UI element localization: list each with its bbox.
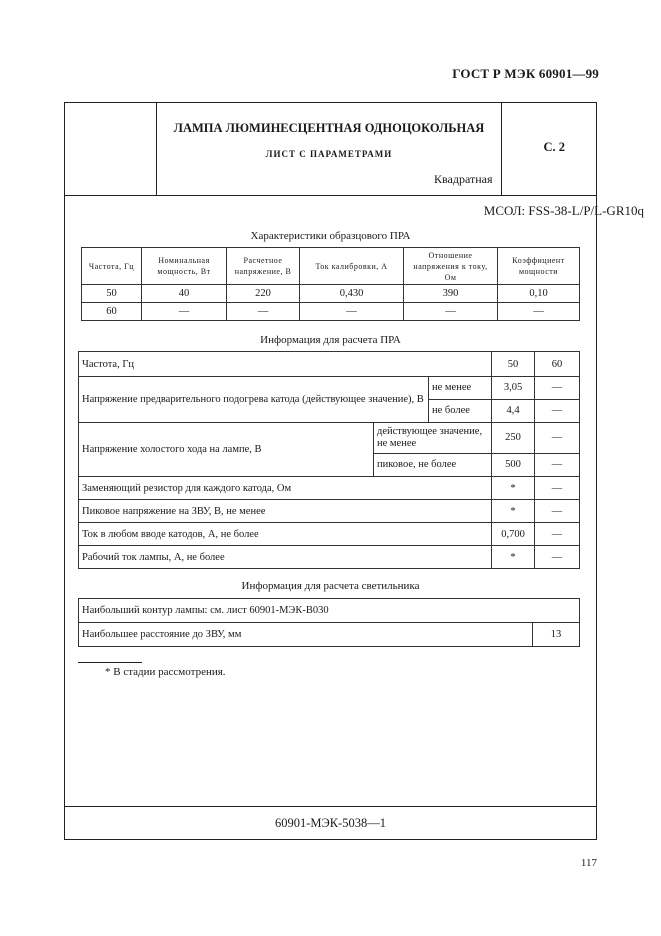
table-row xyxy=(79,352,580,377)
table-cell: — xyxy=(404,303,498,321)
standard-header: ГОСТ Р МЭК 60901—99 xyxy=(452,66,599,81)
condition-label: не более xyxy=(429,400,492,423)
luminaire-design-table xyxy=(78,598,580,647)
column-header: Расчетное напряжение, В xyxy=(227,248,300,285)
table-cell: 50 xyxy=(82,285,142,303)
table-cell: 220 xyxy=(227,285,300,303)
table-row xyxy=(79,377,580,400)
value-50hz: * xyxy=(492,546,535,569)
value-50hz: 500 xyxy=(492,454,535,477)
title-block-right-cell xyxy=(501,102,597,195)
column-header: Ток калибровки, А xyxy=(300,248,404,285)
title-block-left-cell xyxy=(64,102,157,195)
ballast-design-title: Информация для расчета ПРА xyxy=(260,334,401,346)
table-row xyxy=(82,303,580,321)
row-label: Ток в любом вводе катодов, А, не более xyxy=(79,523,492,546)
condition-label: не менее xyxy=(429,377,492,400)
value-60hz: — xyxy=(535,423,580,454)
value-60hz: — xyxy=(535,377,580,400)
title-block xyxy=(64,102,597,196)
value-60hz: — xyxy=(535,500,580,523)
value-60hz: — xyxy=(535,454,580,477)
table-row xyxy=(79,546,580,569)
column-header: Частота, Гц xyxy=(82,248,142,285)
value-50hz: 50 xyxy=(492,352,535,377)
value-60hz: — xyxy=(535,523,580,546)
sheet-subtitle: ЛИСТ С ПАРАМЕТРАМИ xyxy=(265,149,393,159)
footnote: * В стадии рассмотрения. xyxy=(105,666,226,678)
table-row xyxy=(79,623,580,647)
table-cell: 390 xyxy=(404,285,498,303)
ballast-design-table xyxy=(78,351,580,569)
table-cell: 0,430 xyxy=(300,285,404,303)
table-cell: — xyxy=(498,303,580,321)
table-row xyxy=(79,599,580,623)
table-cell: — xyxy=(227,303,300,321)
column-header: Коэффициент мощности xyxy=(498,248,580,285)
value-60hz: — xyxy=(535,400,580,423)
row-label: Напряжение холостого хода на лампе, В xyxy=(79,423,374,477)
value-60hz: 60 xyxy=(535,352,580,377)
sheet-page-label: С. 2 xyxy=(543,140,565,154)
table-cell: 60 xyxy=(82,303,142,321)
row-label: Наибольший контур лампы: см. лист 60901-МЭК-В030 xyxy=(79,599,580,623)
condition-label: пиковое, не более xyxy=(374,454,492,477)
table-cell: 40 xyxy=(142,285,227,303)
table-row xyxy=(79,423,580,454)
lamp-model: МСОЛ: FSS-38-L/P/L-GR10q xyxy=(483,203,644,218)
lamp-title: ЛАМПА ЛЮМИНЕСЦЕНТНАЯ ОДНОЦОКОЛЬНАЯ xyxy=(173,121,485,135)
table-header-row xyxy=(82,248,580,285)
page-number: 117 xyxy=(580,857,597,869)
document-code: 60901-МЭК-5038—1 xyxy=(274,816,387,830)
table-row xyxy=(82,285,580,303)
value-50hz: 0,700 xyxy=(492,523,535,546)
value-50hz: 4,4 xyxy=(492,400,535,423)
table-cell: — xyxy=(142,303,227,321)
condition-label: действующее значение, не менее xyxy=(374,423,492,454)
row-label: Напряжение предварительного подогрева катода (действующее значение), В xyxy=(79,377,429,423)
value-50hz: * xyxy=(492,500,535,523)
luminaire-design-title: Информация для расчета светильника xyxy=(241,580,420,592)
row-label: Рабочий ток лампы, А, не более xyxy=(79,546,492,569)
bottom-divider xyxy=(64,806,597,807)
reference-ballast-title: Характеристики образцового ПРА xyxy=(250,230,411,242)
column-header: Отношение напряжения к току, Ом xyxy=(404,248,498,285)
column-header: Номинальная мощность, Вт xyxy=(142,248,227,285)
value-60hz: — xyxy=(535,546,580,569)
lamp-shape: Квадратная xyxy=(434,172,493,186)
value-60hz: — xyxy=(535,477,580,500)
value-50hz: 3,05 xyxy=(492,377,535,400)
reference-ballast-table xyxy=(81,247,580,321)
table-row xyxy=(79,523,580,546)
row-label: Наибольшее расстояние до ЗВУ, мм xyxy=(79,623,533,647)
distance-value: 13 xyxy=(533,623,580,647)
row-label: Заменяющий резистор для каждого катода, Ом xyxy=(79,477,492,500)
footnote-divider xyxy=(78,662,142,663)
row-label: Частота, Гц xyxy=(79,352,492,377)
row-label: Пиковое напряжение на ЗВУ, В, не менее xyxy=(79,500,492,523)
table-cell: — xyxy=(300,303,404,321)
table-cell: 0,10 xyxy=(498,285,580,303)
value-50hz: * xyxy=(492,477,535,500)
value-50hz: 250 xyxy=(492,423,535,454)
table-row xyxy=(79,477,580,500)
table-row xyxy=(79,500,580,523)
